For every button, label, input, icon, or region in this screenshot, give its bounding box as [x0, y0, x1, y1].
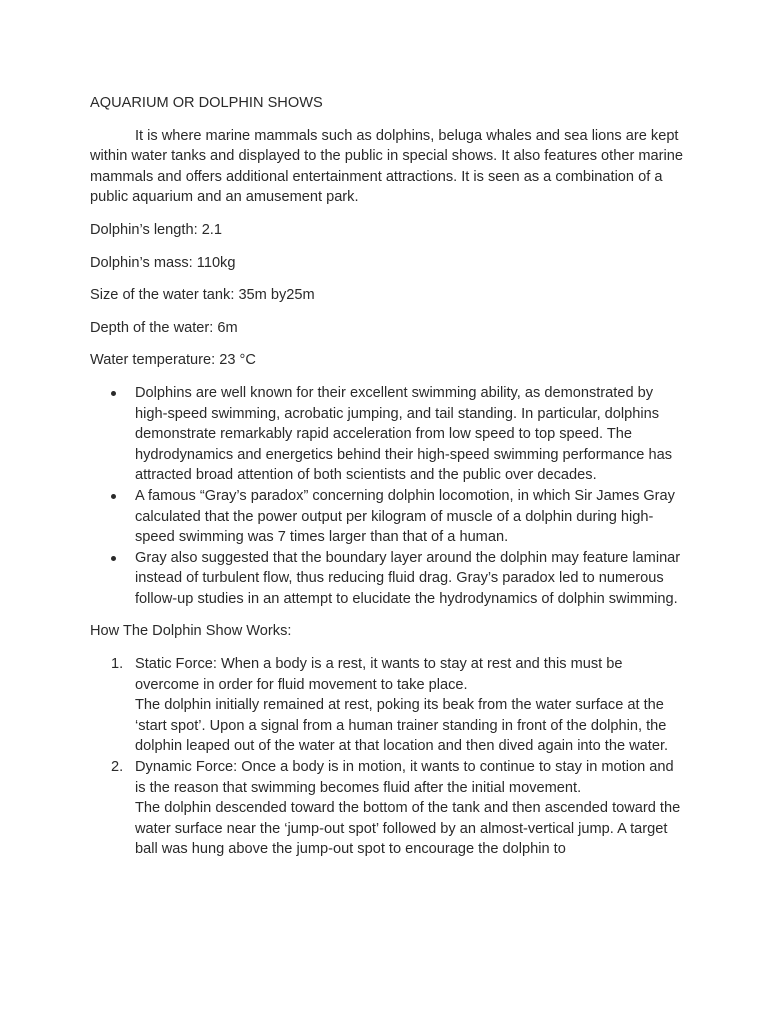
bullet-icon [111, 391, 116, 396]
document-title: AQUARIUM OR DOLPHIN SHOWS [90, 95, 323, 111]
step-detail-text: The dolphin descended toward the bottom of the tank and then ascended toward the water surface near the ‘jump-out spot’ followed by an almost-vertical jump. A target ball was hung above the jump-out spot to encourage the dolphin to [135, 800, 681, 858]
step-lead-text: Dynamic Force: Once a body is in motion, it wants to continue to stay in motion and is the reason that swimming becomes fluid after the initial movement. [135, 759, 674, 796]
bullet-text: A famous “Gray’s paradox” concerning dolphin locomotion, in which Sir James Gray calculated that the power output per kilogram of muscle of a dolphin during high-speed swimming was 7 times larger than that of a human. [135, 487, 675, 546]
bullet-list [90, 383, 688, 610]
step-detail-text: The dolphin initially remained at rest, poking its beak from the water surface at the ‘start spot’. Upon a signal from a human trainer standing in front of the dolphin, the dolphin leaped out of the water at that location and then dived again into the water. [135, 697, 669, 755]
bullet-text: Gray also suggested that the boundary layer around the dolphin may feature laminar instead of turbulent flow, thus reducing fluid drag. Gray’s paradox led to numerous follow-up studies in an attempt to elucidate the hydrodynamics of dolphin swimming. [135, 549, 681, 607]
step-lead-text: Static Force: When a body is a rest, it wants to stay at rest and this must be overcome in order for fluid movement to take place. [135, 656, 623, 693]
bullet-icon [111, 556, 116, 561]
bullet-icon [111, 494, 116, 499]
fact-dolphin-length: Dolphin’s length: 2.1 [90, 221, 222, 238]
section-heading-how-it-works: How The Dolphin Show Works: [90, 623, 292, 640]
step-number: 1. [111, 656, 124, 673]
step-item-dynamic-force [111, 757, 688, 860]
step-item-static-force [111, 654, 688, 757]
bullet-text: Dolphins are well known for their excellent swimming ability, as demonstrated by high-speed swimming, acrobatic jumping, and tail standing. In particular, dolphins demonstrate remarkably rapid acceleration from low speed to top speed. The hydrodynamics and energetics behind their high-speed swimming performance has attracted broad attention of both scientists and the public over decades. [135, 384, 673, 484]
step-number: 2. [111, 759, 124, 776]
fact-water-depth: Depth of the water: 6m [90, 319, 238, 336]
fact-dolphin-mass: Dolphin’s mass: 110kg [90, 254, 236, 271]
fact-tank-size: Size of the water tank: 35m by25m [90, 287, 315, 304]
bullet-item-grays-paradox [135, 486, 688, 548]
bullet-item-swimming-ability [135, 383, 688, 486]
numbered-list [90, 654, 688, 860]
bullet-item-boundary-layer [135, 548, 688, 610]
intro-paragraph: It is where marine mammals such as dolphins, beluga whales and sea lions are kept within water tanks and displayed to the public in special shows. It also features other marine mammals and offers additional entertainment attractions. It is seen as a combination of a public aquarium and an amusement park. [90, 127, 683, 206]
fact-water-temperature: Water temperature: 23 °C [90, 352, 256, 369]
